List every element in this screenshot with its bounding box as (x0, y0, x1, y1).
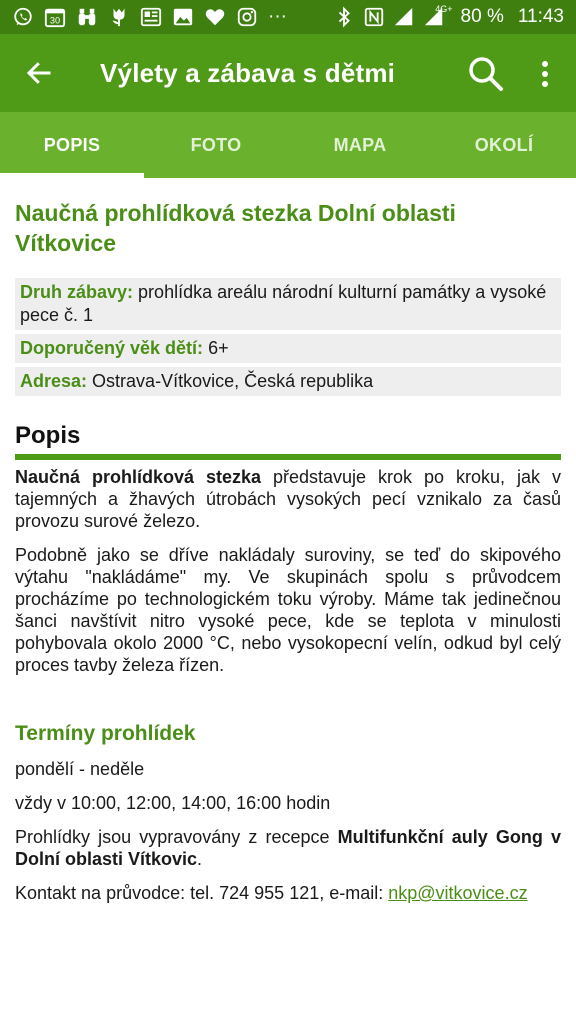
tab-bar (0, 112, 576, 178)
email-link[interactable]: nkp@vitkovice.cz (388, 883, 528, 903)
binoculars-icon (76, 6, 98, 28)
schedule-contact (15, 882, 561, 904)
contact-text: Kontakt na průvodce: tel. 724 955 121, e-mail: (15, 883, 389, 903)
description-heading: Popis (15, 422, 561, 460)
calendar-day: 30 (49, 15, 61, 26)
news-icon (140, 6, 162, 28)
description-text: představuje krok po kroku, jak v tajemných a žhavých útrobách vysokých pecí vznikalo za časů provozu surové železo. (15, 467, 561, 531)
schedule-reception (15, 826, 561, 870)
info-row-address (15, 367, 561, 396)
status-bar (0, 0, 576, 34)
info-row-age (15, 334, 561, 363)
overflow-menu-icon[interactable] (530, 54, 560, 94)
info-label: Druh zábavy: (20, 282, 134, 302)
search-icon[interactable] (466, 54, 506, 94)
back-arrow-icon[interactable] (20, 54, 58, 92)
info-label: Adresa: (20, 371, 88, 391)
description-paragraph-2: Podobně jako se dříve nakládaly suroviny, se teď do skipového výtahu "nakládáme" my. Ve skupinách spolu s průvodcem procházíme po technologickém toku výroby. Máme tak jedinečnou šanci navštívit nitro vysoké pece, kde se teplota v minulosti pohybovala okolo 2000 °C, nebo vysokopecní velín, odkud byl celý proces tavby železa řízen. (15, 545, 561, 675)
description-paragraph-1 (15, 466, 561, 532)
tulip-icon (108, 6, 130, 28)
info-table (15, 278, 561, 396)
clock: 11:43 (517, 6, 564, 27)
bluetooth-icon (333, 6, 355, 28)
schedule-heading: Termíny prohlídek (15, 722, 196, 745)
nfc-icon (363, 6, 385, 28)
info-row-type (15, 278, 561, 330)
schedule-days: pondělí - neděle (15, 759, 145, 779)
gallery-icon (172, 6, 194, 28)
description-bold: Naučná prohlídková stezka (15, 467, 262, 487)
network-label: 4G+ (435, 4, 453, 14)
reception-text: Prohlídky jsou vypravovány z recepce (15, 827, 338, 847)
reception-place: Multifunkční auly Gong v Dolní oblasti Vítkovic (15, 827, 561, 869)
info-value: 6+ (208, 338, 229, 358)
instagram-icon (236, 6, 258, 28)
tab-popis[interactable]: POPIS (0, 112, 144, 178)
content (15, 178, 561, 904)
info-label: Doporučený věk dětí: (20, 338, 204, 358)
tab-foto[interactable]: FOTO (190, 134, 242, 155)
tab-okoli[interactable]: OKOLÍ (474, 134, 534, 155)
app-title: Výlety a zábava s dětmi (100, 57, 396, 88)
app-bar (0, 34, 576, 112)
info-value: Ostrava-Vítkovice, Česká republika (92, 371, 374, 391)
heart-icon (204, 6, 226, 28)
signal-icon (393, 6, 415, 28)
tab-mapa[interactable]: MAPA (333, 134, 387, 155)
battery-level: 80 % (460, 6, 504, 27)
info-value: prohlídka areálu národní kulturní památky a vysoké pece č. 1 (20, 282, 547, 325)
more-dots-icon: ··· (268, 6, 287, 27)
reception-end: . (197, 849, 203, 869)
schedule-times: vždy v 10:00, 12:00, 14:00, 16:00 hodin (15, 793, 331, 813)
place-title: Naučná prohlídková stezka Dolní oblasti Vítkovice (15, 200, 456, 256)
whatsapp-icon (12, 6, 34, 28)
calendar-icon (44, 6, 66, 28)
